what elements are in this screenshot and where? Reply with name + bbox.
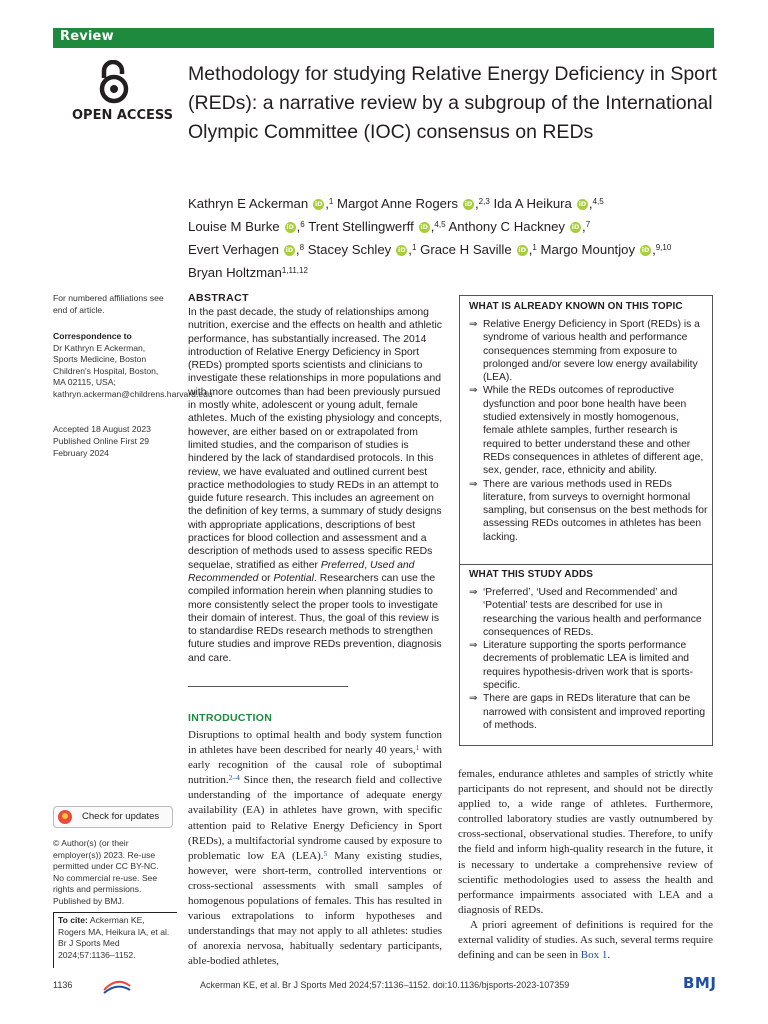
orcid-icon[interactable]: iD	[641, 246, 650, 255]
key-message-text: Literature supporting the sports performance decrements of problematic LEA is limited and requires hypothesis-driven work that is sports-specific.	[483, 640, 694, 692]
section-label: Review	[60, 29, 114, 44]
orcid-icon[interactable]: iD	[420, 223, 429, 232]
orcid-icon[interactable]: iD	[518, 246, 527, 255]
key-message-text: There are gaps in REDs literature that can be narrowed with consistent and improved reporting of methods.	[483, 693, 706, 731]
orcid-icon[interactable]: iD	[464, 200, 473, 209]
author-name: Grace H Saville	[420, 242, 512, 257]
section-banner	[53, 28, 714, 48]
author-name: Margot Anne Rogers	[337, 196, 458, 211]
affiliation-superscript: 1	[328, 197, 334, 206]
orcid-icon[interactable]: iD	[285, 246, 294, 255]
key-message-text: ‘Preferred’, ‘Used and Recommended’ and ‘Potential’ tests are described for use in researching the various health and performance consequences of REDs.	[483, 587, 702, 638]
published-date: Published Online First 29 February 2024	[53, 436, 150, 458]
intro-text: females, endurance athletes and samples of strictly white participants do not represent, and should not be directly applied to, a wide range of athletes. Furthermore, controlled laboratory studies are vastly outnumbered by cross-sectional, observational studies. Therefore, to unify the field and inform high-quality research in the future, it is necessary to undertake a comprehensive review of scientific methodologies used to assess the health and performance impairments associated with LEA and a diagnosis of REDs.	[458, 768, 713, 916]
abstract-text	[188, 306, 446, 665]
abstract-part: or	[258, 572, 274, 584]
known-list	[469, 318, 709, 544]
author: Louise M Burke iD ,$^6$	[188, 219, 305, 234]
orcid-icon[interactable]: iD	[314, 200, 323, 209]
author-list	[188, 192, 728, 284]
arrow-icon: ⇒	[469, 385, 478, 397]
intro-text: with early recognition of the causal role of suboptimal nutrition.	[188, 744, 442, 787]
to-cite-text: Ackerman KE, Rogers MA, Heikura IA, et al. Br J Sports Med 2024;57:1136–1152.	[58, 915, 170, 960]
arrow-icon: ⇒	[469, 693, 478, 705]
affiliation-superscript: 8	[299, 243, 305, 252]
adds-heading: WHAT THIS STUDY ADDS	[469, 569, 594, 580]
author	[188, 265, 308, 280]
key-message-item	[469, 384, 709, 477]
check-updates-label: Check for updates	[82, 811, 160, 822]
affiliation-superscript: 1	[532, 243, 537, 252]
intro-text: Many existing studies, however, were short-term, controlled interventions or cross-sectional assessments with small samples of homogenous populations of females. This has resulted in various extrapolations to inform hypotheses and understandings that may not apply to all athletes: studies of anorexia nervosa, habitually sedentary participants, able-bodied athletes,	[188, 849, 442, 968]
to-cite	[58, 915, 174, 961]
affiliation-superscript: 7	[585, 220, 591, 229]
open-access-label: OPEN ACCESS	[72, 108, 174, 123]
abstract-emphasis: Used and Recommended	[188, 559, 415, 584]
affiliation-superscript: 4,5	[434, 220, 446, 229]
affiliations-note: For numbered affiliations see end of article.	[53, 293, 164, 315]
box-1-link[interactable]: Box 1	[580, 949, 608, 962]
author-name: Kathryn E Ackerman	[188, 196, 309, 211]
page-number: 1136	[53, 980, 73, 990]
intro-text: .	[607, 949, 611, 962]
abstract-heading: ABSTRACT	[188, 292, 249, 304]
author: Margo Mountjoy iD ,$^{9,10}$	[540, 242, 672, 257]
key-message-item	[469, 586, 709, 639]
check-for-updates-button[interactable]	[53, 806, 173, 828]
author-name: Louise M Burke	[188, 219, 280, 234]
abstract-divider	[188, 686, 348, 687]
affiliation-superscript: 6	[300, 220, 305, 229]
abstract-part: . Researchers can use the compiled information herein when planning studies to more consistently select the proper tools to investigate their domain of interest. Thus, the goal of this review is to standardise REDs research methods to strengthen future studies and improve REDs prevention, diagnosis and care.	[188, 572, 442, 664]
affiliation-superscript: 1	[411, 243, 417, 252]
author-name: Stacey Schley	[307, 242, 392, 257]
author: Evert Verhagen iD ,$^8$	[188, 242, 305, 257]
citation-link[interactable]: 1	[415, 743, 420, 753]
abstract-emphasis: Potential	[273, 572, 314, 584]
introduction-heading: INTRODUCTION	[188, 712, 273, 724]
to-cite-label: To cite:	[58, 915, 88, 925]
orcid-icon[interactable]: iD	[571, 223, 580, 232]
intro-text: A priori agreement of definitions is required for the external validity of studies. As such, several terms require defining and can be seen in	[458, 918, 713, 962]
key-message-item	[469, 478, 709, 544]
orcid-icon[interactable]: iD	[578, 200, 587, 209]
arrow-icon: ⇒	[469, 640, 478, 652]
correspondence-body: Dr Kathryn E Ackerman, Sports Medicine, Boston Children's Hospital, Boston, MA 02115, USA; kathryn.ackerman@childrens.harvard.edu	[53, 342, 213, 399]
citation-link[interactable]: 5	[323, 848, 328, 858]
intro-column-1	[188, 728, 442, 970]
author: Trent Stellingwerff iD ,$^{4,5}$	[308, 219, 446, 234]
author-name: Bryan Holtzman	[188, 265, 282, 280]
footer-citation: Ackerman KE, et al. Br J Sports Med 2024;57:1136–1152. doi:10.1136/bjsports-2023-107359	[200, 980, 570, 990]
author-name: Anthony C Hackney	[448, 219, 566, 234]
author: Margot Anne Rogers iD ,$^{2,3}$	[337, 196, 490, 211]
abstract-part: In the past decade, the study of relationships among nutrition, exercise and the effects on health and athletic performance, has substantially increased. The 2014 introduction of Relative Energy Deficiency in Sport (REDs) prompted sports scientists and clinicians to investigate these relationships in more populations and with more outcomes than had been previously pursued in mostly white, adolescent or young adult, female athletes. Much of the existing physiology and concepts, however, are either based on or extrapolated from limited studies, and the comparison of studies is hindered by the lack of standardised protocols. In this review, we have evaluated and outlined current best practice methodologies to study REDs in an attempt to guide future research. This includes an agreement on the definition of key terms, a summary of study designs with appropriate applications, descriptions of best practices for blood collection and assessment and a description of methods used to assess specific REDs sequelae, stratified as either	[188, 307, 443, 571]
key-message-item	[469, 318, 709, 384]
author: Kathryn E Ackerman iD ,$^1$	[188, 196, 334, 211]
key-messages-box	[459, 295, 713, 746]
article-title: Methodology for studying Relative Energy Deficiency in Sport (REDs): a narrative review by a subgroup of the International Olympic Committee (IOC) consensus on REDs	[188, 63, 717, 143]
adds-list	[469, 586, 709, 732]
accepted-date: Accepted 18 August 2023	[53, 424, 151, 434]
key-message-text: There are various methods used in REDs literature, from surveys to overnight hormonal sampling, but consensus on the best methods for assessing REDs outcomes in athletes has been lacking.	[483, 478, 708, 543]
author-name: Margo Mountjoy	[540, 242, 636, 257]
affiliation-superscript: 2,3	[478, 197, 490, 206]
author-name: Trent Stellingwerff	[308, 219, 414, 234]
author: Anthony C Hackney iD ,$^7$	[448, 219, 591, 234]
bmj-logo: BMJ	[683, 974, 717, 992]
affiliation-superscript: 4,5	[592, 197, 604, 206]
correspondence-heading: Correspondence to	[53, 331, 132, 341]
key-message-item	[469, 639, 709, 692]
to-cite-border	[53, 912, 54, 968]
author: Stacey Schley iD ,$^1$	[307, 242, 417, 257]
abstract-emphasis: Preferred	[320, 559, 365, 571]
arrow-icon: ⇒	[469, 319, 478, 330]
open-access-icon	[94, 60, 134, 109]
key-message-text: While the REDs outcomes of reproductive dysfunction and poor bone health have been studied extensively in mostly homogenous, female athlete samples, further research is required to better understand these and other REDs consequences in athletes of different age, sex, gender, race, ethnicity and ability.	[483, 385, 704, 477]
arrow-icon: ⇒	[469, 478, 478, 490]
box-divider	[460, 564, 712, 565]
author-name: Ida A Heikura	[493, 196, 572, 211]
affiliation-superscript: 9,10	[655, 243, 672, 252]
affiliation-superscript: 1,11,12	[281, 266, 308, 275]
intro-column-2	[458, 767, 713, 963]
author: Ida A Heikura iD ,$^{4,5}$	[493, 196, 604, 211]
author: Grace H Saville iD ,$^1$	[420, 242, 537, 257]
orcid-icon[interactable]: iD	[286, 223, 294, 232]
correspondence	[53, 331, 213, 400]
abstract-part: ,	[364, 559, 370, 571]
arrow-icon: ⇒	[469, 587, 478, 598]
orcid-icon[interactable]: iD	[397, 246, 406, 255]
key-message-item	[469, 692, 709, 732]
basem-logo-icon	[102, 976, 132, 996]
citation-link[interactable]: 2–4	[228, 773, 240, 783]
intro-text: Disruptions to optimal health and body system function in athletes have been described for nearly 40 years,	[188, 729, 442, 757]
intro-text: Since then, the research field and collective understanding of the importance of adequate energy availability (EA) in athletes have grown, with specific attention paid to Relative Energy Deficiency in Sport (REDs), a multifactorial syndrome caused by exposure to problematic low EA (LEA).	[188, 774, 442, 862]
author-name: Evert Verhagen	[188, 242, 279, 257]
known-heading: WHAT IS ALREADY KNOWN ON THIS TOPIC	[469, 301, 683, 312]
copyright-notice: © Author(s) (or their employer(s)) 2023. Re-use permitted under CC BY-NC. No commercial re-use. See rights and permissions. Published by BMJ.	[53, 838, 159, 906]
crossmark-icon	[58, 810, 72, 824]
key-message-text: Relative Energy Deficiency in Sport (REDs) is a syndrome of various health and performance consequences stemming from exposure to prolonged and/or severe low energy availability (LEA).	[483, 319, 700, 384]
